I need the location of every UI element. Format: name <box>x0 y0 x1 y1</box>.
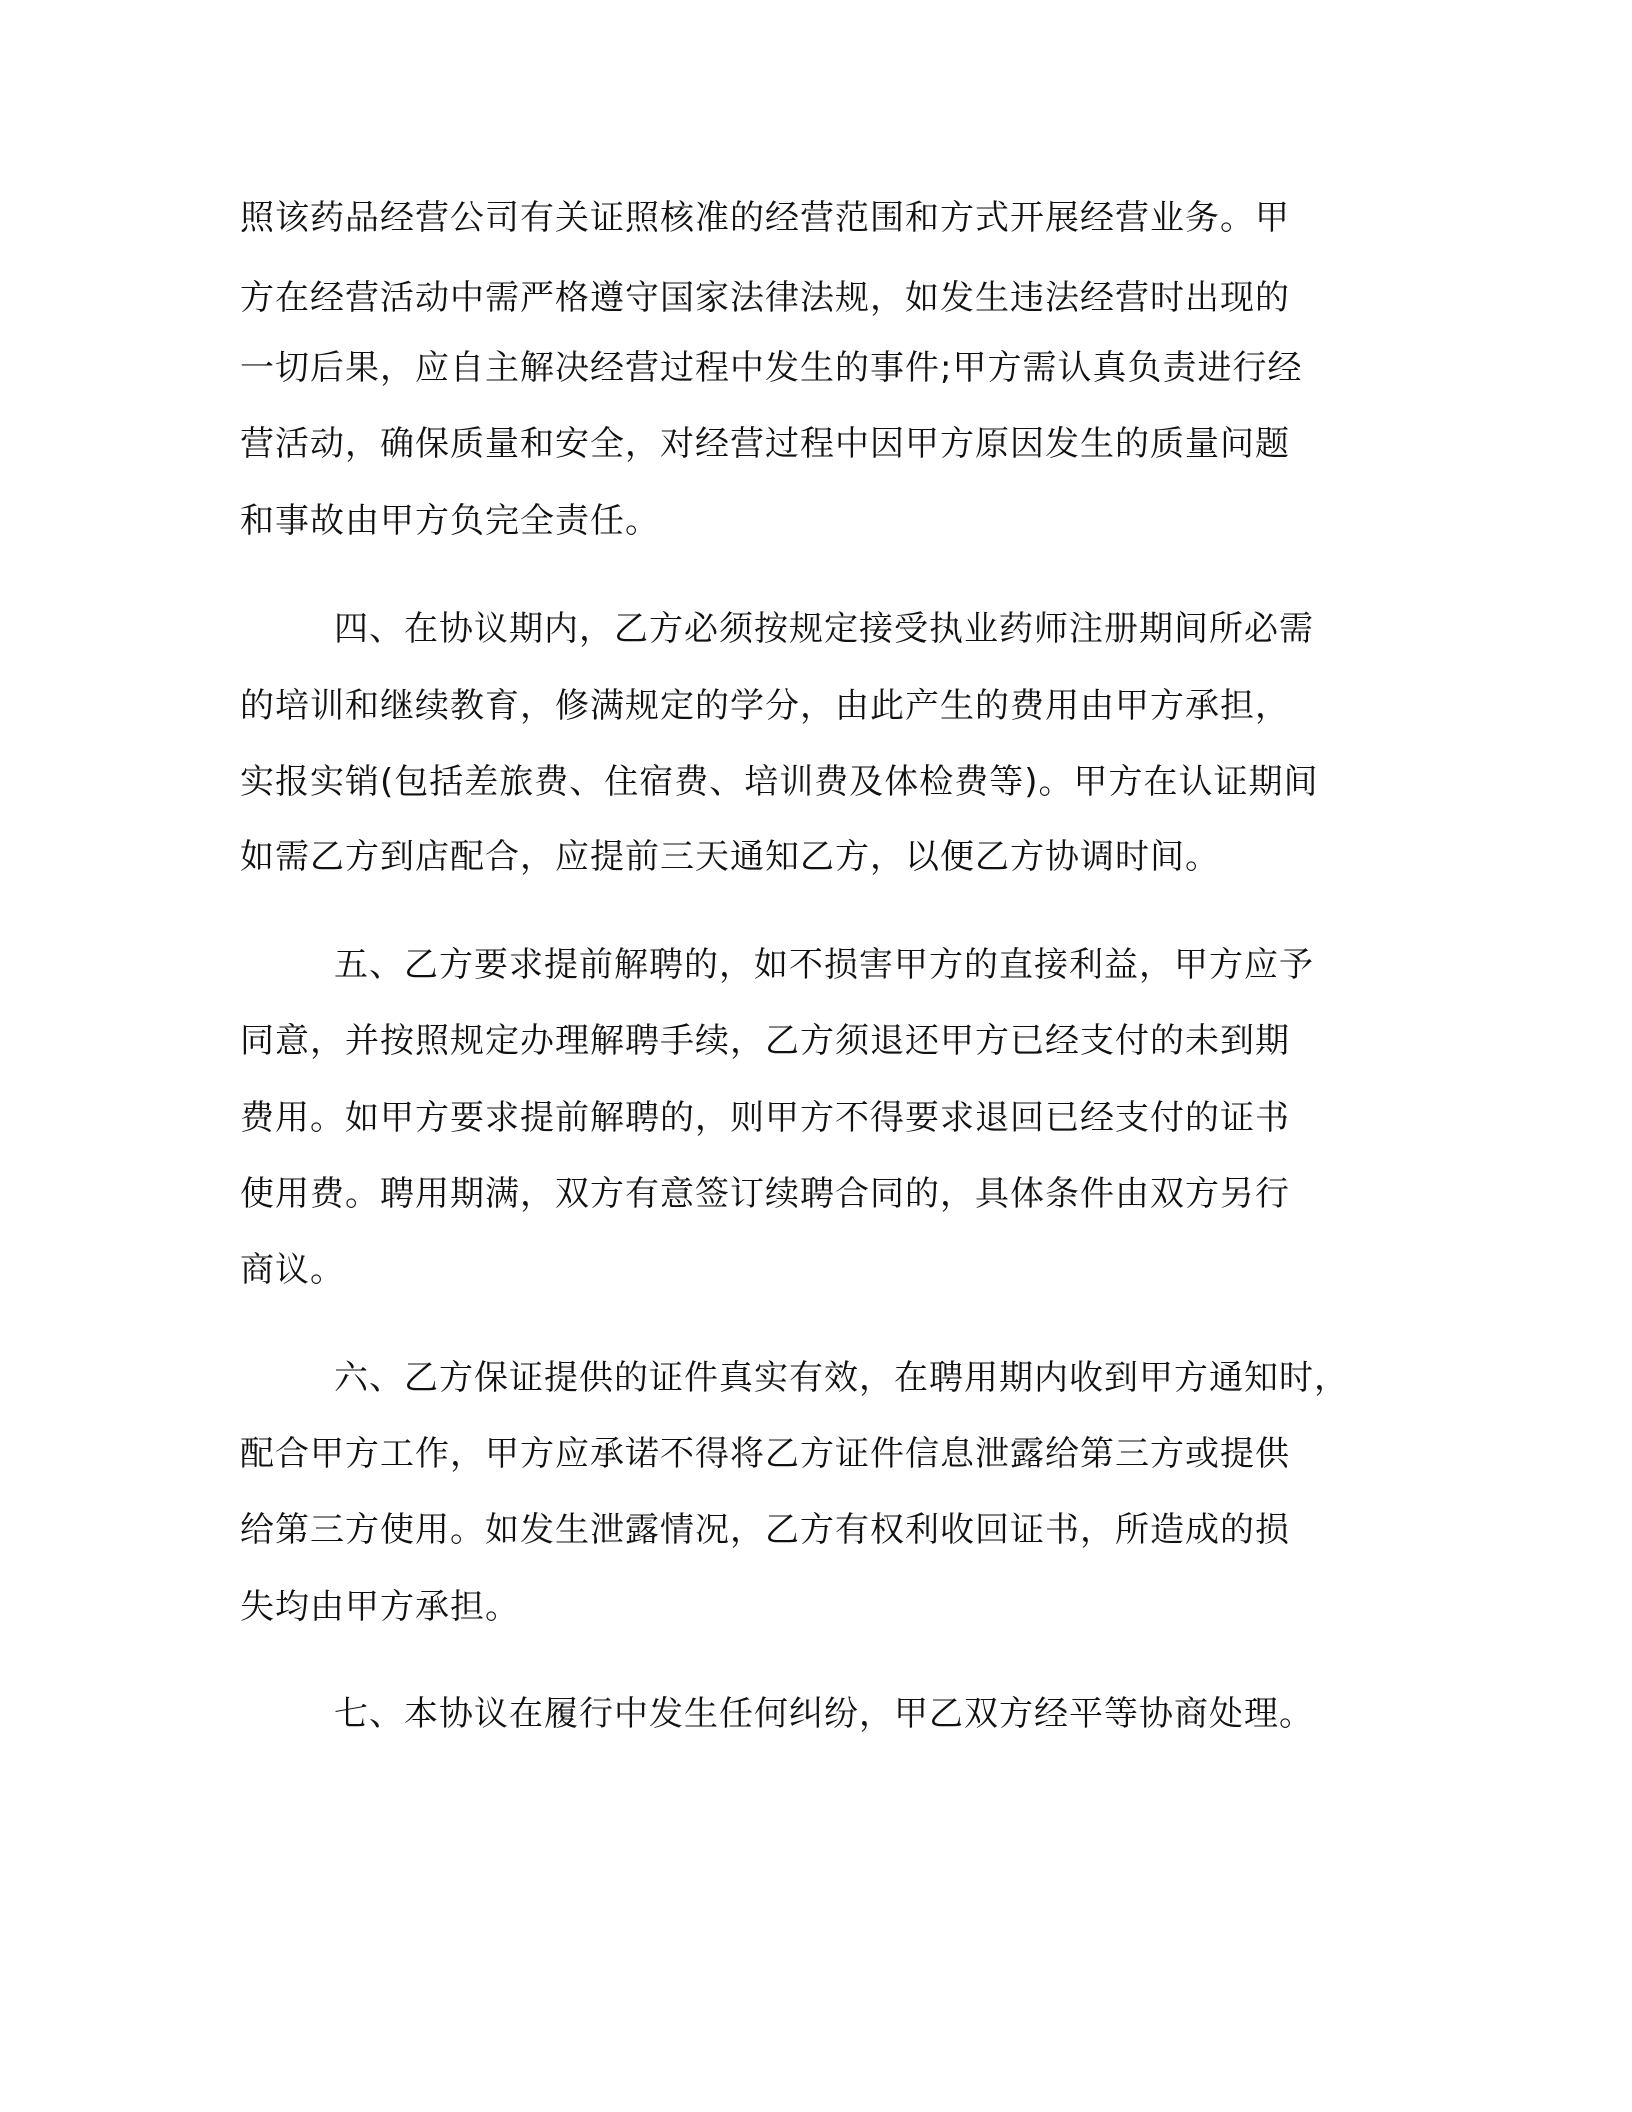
paragraph-3-line-2: 方在经营活动中需严格遵守国家法律法规，如发生违法经营时出现的 <box>240 278 1290 318</box>
paragraph-5-line-4: 使用费。聘用期满，双方有意签订续聘合同的，具体条件由双方另行 <box>240 1174 1290 1214</box>
paragraph-6-line-2: 配合甲方工作，甲方应承诺不得将乙方证件信息泄露给第三方或提供 <box>240 1434 1290 1474</box>
paragraph-6-line-3: 给第三方使用。如发生泄露情况，乙方有权利收回证书，所造成的损 <box>240 1510 1290 1550</box>
paragraph-3-line-4: 营活动，确保质量和安全，对经营过程中因甲方原因发生的质量问题 <box>240 424 1290 464</box>
paragraph-3-line-3: 一切后果，应自主解决经营过程中发生的事件;甲方需认真负责进行经 <box>240 348 1303 388</box>
paragraph-4-line-2: 的培训和继续教育，修满规定的学分，由此产生的费用由甲方承担， <box>240 686 1290 726</box>
paragraph-5-line-3: 费用。如甲方要求提前解聘的，则甲方不得要求退回已经支付的证书 <box>240 1098 1290 1138</box>
paragraph-5-line-1: 五、乙方要求提前解聘的，如不损害甲方的直接利益，甲方应予 <box>334 945 1314 985</box>
paragraph-5-line-2: 同意，并按照规定办理解聘手续，乙方须退还甲方已经支付的未到期 <box>240 1021 1290 1061</box>
paragraph-6-line-4: 失均由甲方承担。 <box>240 1587 520 1627</box>
paragraph-4-line-1: 四、在协议期内，乙方必须按规定接受执业药师注册期间所必需 <box>334 609 1314 649</box>
paragraph-3-line-5: 和事故由甲方负完全责任。 <box>240 501 660 541</box>
paragraph-5-line-5: 商议。 <box>240 1250 345 1290</box>
paragraph-4-line-4: 如需乙方到店配合，应提前三天通知乙方，以便乙方协调时间。 <box>240 837 1220 877</box>
paragraph-7-line-1: 七、本协议在履行中发生任何纠纷，甲乙双方经平等协商处理。 <box>334 1694 1314 1734</box>
paragraph-6-line-1: 六、乙方保证提供的证件真实有效，在聘用期内收到甲方通知时， <box>334 1358 1349 1398</box>
paragraph-4-line-3: 实报实销(包括差旅费、住宿费、培训费及体检费等)。甲方在认证期间 <box>240 762 1319 802</box>
paragraph-3-line-1: 照该药品经营公司有关证照核准的经营范围和方式开展经营业务。甲 <box>240 198 1290 238</box>
